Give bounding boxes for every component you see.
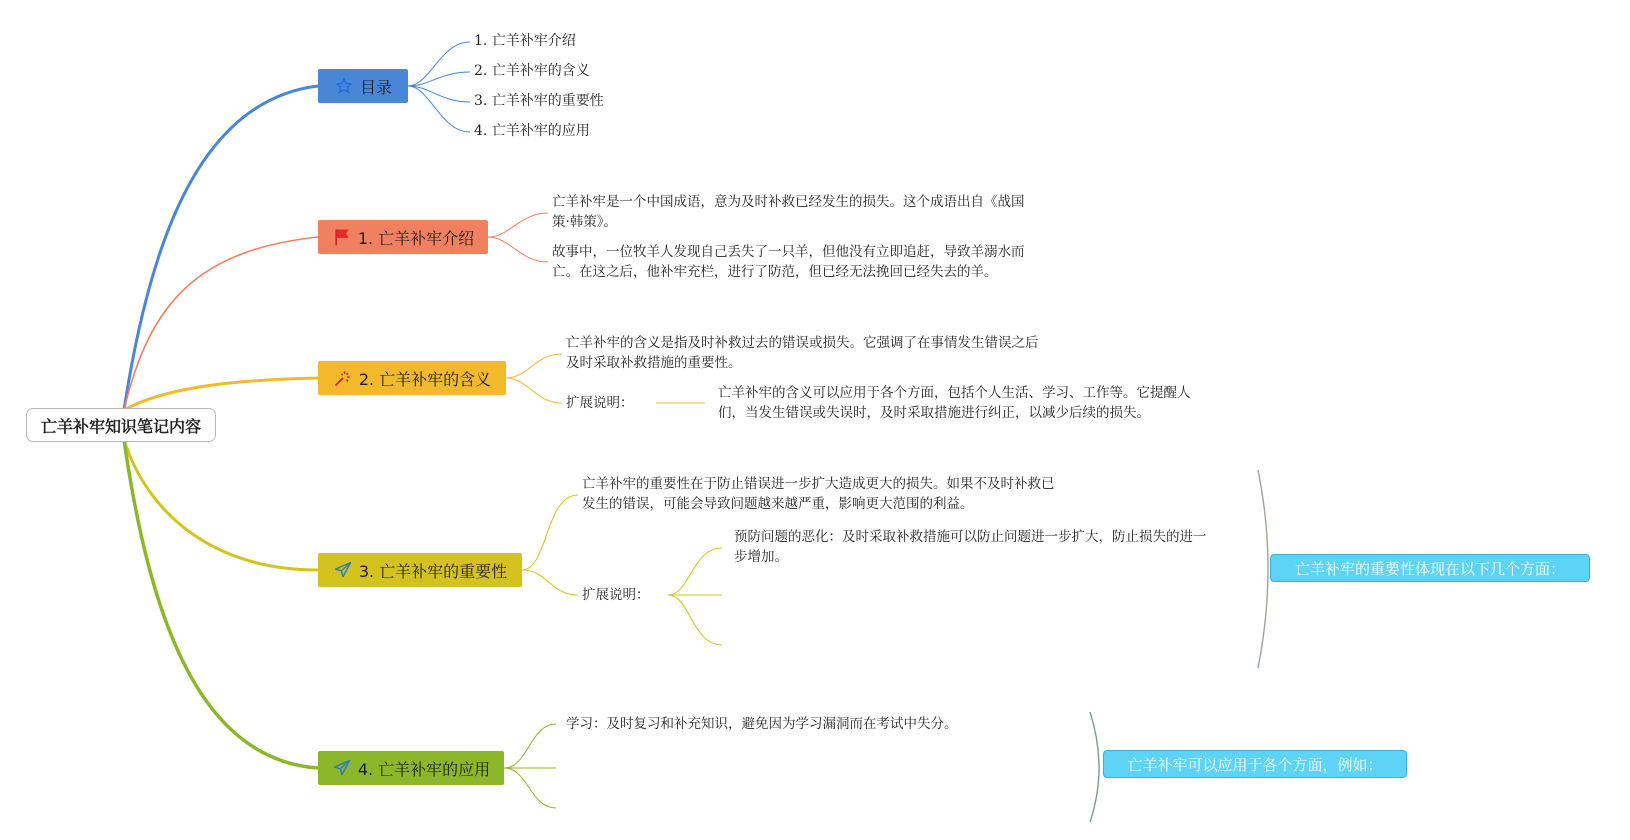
intro-paragraph-1 [552, 192, 1072, 232]
branch-meaning[interactable] [318, 361, 506, 395]
meaning-paragraph [566, 333, 1086, 373]
toc-item-1[interactable]: 1. 亡羊补牢介绍 [474, 33, 576, 49]
meaning-expand-label[interactable]: 扩展说明： [566, 395, 634, 411]
toc-item-2[interactable]: 2. 亡羊补牢的含义 [474, 63, 590, 79]
meaning-line2: 及时采取补救措施的重要性。 [566, 355, 742, 371]
importance-expand-label[interactable]: 扩展说明： [582, 587, 650, 603]
flag-icon [332, 227, 352, 247]
branch-meaning-label: 2. 亡羊补牢的含义 [358, 369, 492, 389]
intro-paragraph-2 [552, 242, 1072, 282]
summary-bracket-importance [1258, 470, 1268, 668]
importance-line1: 亡羊补牢的重要性在于防止错误进一步扩大造成更大的损失。如果不及时补救已 [582, 476, 1055, 492]
meaning-expand-line1: 亡羊补牢的含义可以应用于各个方面，包括个人生活、学习、工作等。它提醒人 [718, 385, 1191, 401]
application-summary-callout[interactable]: 亡羊补牢可以应用于各个方面，例如： [1103, 750, 1407, 778]
intro-p2-line1: 故事中，一位牧羊人发现自己丢失了一只羊，但他没有立即追赶，导致羊溺水而 [552, 244, 1025, 260]
importance-expand-text [734, 527, 1234, 567]
branch-toc[interactable] [318, 69, 408, 103]
wire-root-toc [124, 86, 318, 410]
wire-root-meaning [124, 378, 318, 410]
intro-p1-line1: 亡羊补牢是一个中国成语，意为及时补救已经发生的损失。这个成语出自《战国 [552, 194, 1025, 210]
intro-p1-line2: 策·韩策》。 [552, 214, 618, 230]
root-label: 亡羊补牢知识笔记内容 [40, 416, 201, 436]
wire-root-importance [124, 440, 318, 570]
meaning-expand-line2: 们，当发生错误或失误时，及时采取措施进行纠正，以减少后续的损失。 [718, 405, 1150, 421]
importance-paragraph [582, 474, 1102, 514]
toc-item-4[interactable]: 4. 亡羊补牢的应用 [474, 123, 590, 139]
meaning-expand-text [718, 383, 1238, 423]
branch-intro[interactable] [318, 220, 488, 254]
branch-intro-label: 1. 亡羊补牢介绍 [357, 228, 475, 248]
importance-expand-line1: 预防问题的恶化：及时采取补救措施可以防止问题进一步扩大，防止损失的进一 [734, 529, 1207, 545]
branch-application[interactable] [318, 751, 504, 785]
intro-p2-line2: 亡。在这之后，他补牢充栏，进行了防范，但已经无法挽回已经失去的羊。 [552, 264, 998, 280]
importance-expand-line2: 步增加。 [734, 549, 788, 565]
branch-toc-label: 目录 [359, 77, 392, 97]
fireworks-icon [333, 368, 353, 388]
toc-item-3[interactable]: 3. 亡羊补牢的重要性 [474, 93, 604, 109]
application-item: 学习：及时复习和补充知识，避免因为学习漏洞而在考试中失分。 [566, 716, 958, 732]
branch-importance-label: 3. 亡羊补牢的重要性 [358, 561, 508, 581]
root-node[interactable] [26, 408, 216, 442]
wire-root-application [124, 440, 318, 768]
summary-bracket-application [1090, 712, 1099, 822]
meaning-line1: 亡羊补牢的含义是指及时补救过去的错误或损失。它强调了在事情发生错误之后 [566, 335, 1039, 351]
paper-plane-icon [333, 560, 353, 580]
star-icon [334, 76, 354, 96]
branch-importance[interactable] [318, 553, 522, 587]
importance-line2: 发生的错误，可能会导致问题越来越严重，影响更大范围的利益。 [582, 496, 974, 512]
branch-application-label: 4. 亡羊补牢的应用 [357, 759, 491, 779]
paper-plane-icon [332, 758, 352, 778]
importance-summary-callout[interactable]: 亡羊补牢的重要性体现在以下几个方面： [1270, 554, 1590, 582]
